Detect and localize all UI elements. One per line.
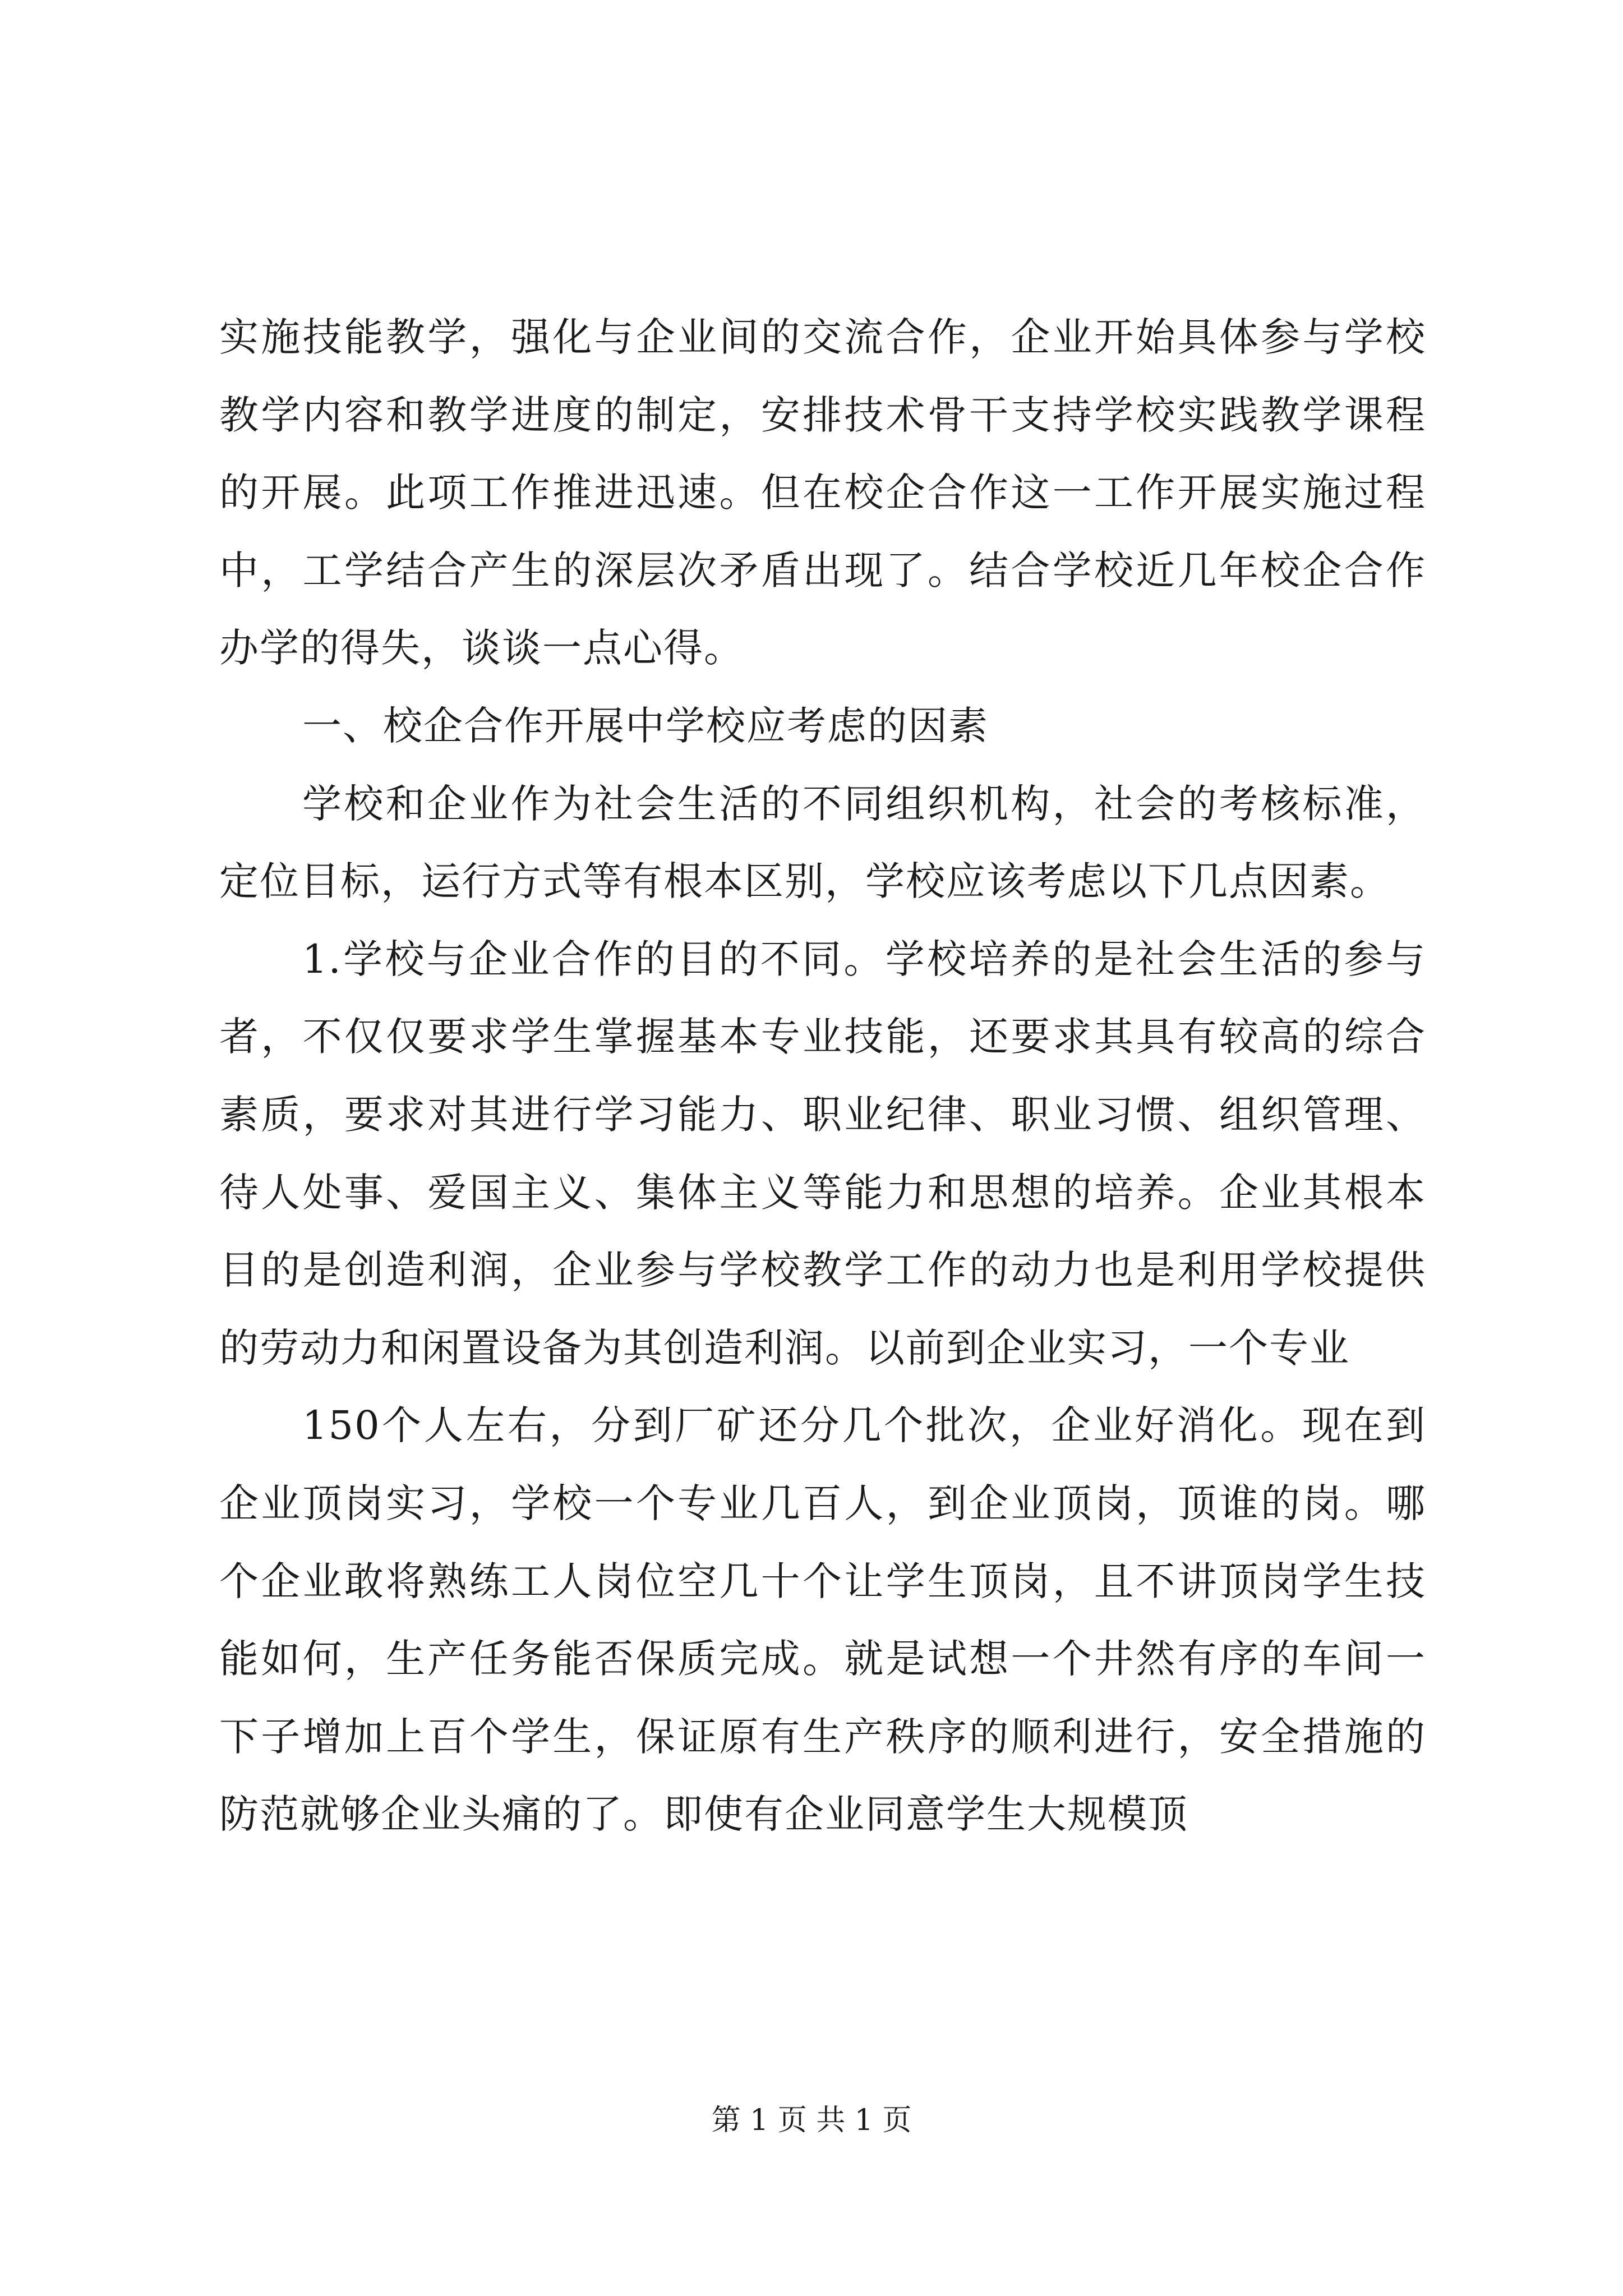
- document-body: [219, 298, 1426, 1853]
- section-heading: 一、校企合作开展中学校应考虑的因素: [302, 702, 989, 749]
- page-number-footer: 第 1 页 共 1 页: [711, 2104, 912, 2137]
- paragraph-internship: 150个人左右，分到厂矿还分几个批次，企业好消化。现在到企业顶岗实习，学校一个专业几百人，到企业顶岗，顶谁的岗。哪个企业敢将熟练工人岗位空几十个让学生顶岗，且不讲顶岗学生技能如何，生产任务能否保质完成。就是试想一个井然有序的车间一下子增加上百个学生，保证原有生产秩序的顺利进行，安全措施的防范就够企业头痛的了。即使有企业同意学生大规模顶: [219, 1402, 1426, 1838]
- paragraph-factors: 学校和企业作为社会生活的不同组织机构，社会的考核标准，定位目标，运行方式等有根本区别，学校应该考虑以下几点因素。: [219, 780, 1426, 905]
- paragraph-intro: 实施技能教学，强化与企业间的交流合作，企业开始具体参与学校教学内容和教学进度的制定，安排技术骨干支持学校实践教学课程的开展。此项工作推进迅速。但在校企合作这一工作开展实施过程中，工学结合产生的深层次矛盾出现了。结合学校近几年校企合作办学的得失，谈谈一点心得。: [219, 314, 1426, 671]
- paragraph-point-1: 1.学校与企业合作的目的不同。学校培养的是社会生活的参与者，不仅仅要求学生掌握基本专业技能，还要求其具有较高的综合素质，要求对其进行学习能力、职业纪律、职业习惯、组织管理、待人处事、爱国主义、集体主义等能力和思想的培养。企业其根本目的是创造利润，企业参与学校教学工作的动力也是利用学校提供的劳动力和闲置设备为其创造利润。以前到企业实习，一个专业: [219, 936, 1426, 1371]
